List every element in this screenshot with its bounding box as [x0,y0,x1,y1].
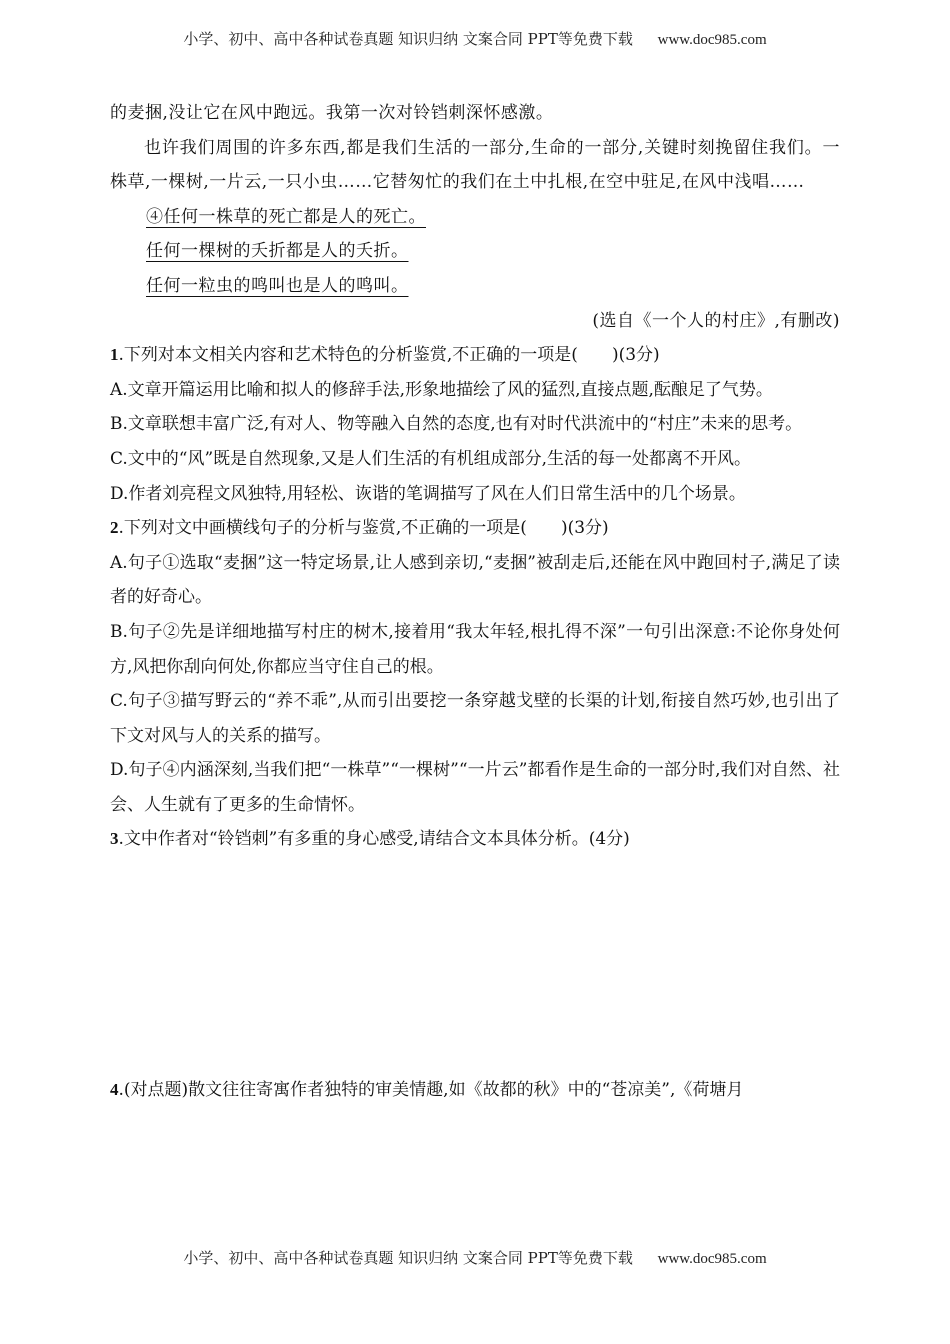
page-footer [0,1247,950,1268]
question-4-text: .(对点题)散文往往寄寓作者独特的审美情趣,如《故都的秋》中的“苍凉美”,《荷塘月 [118,1080,744,1101]
passage-paragraph-0: 的麦捆,没让它在风中跑远。我第一次对铃铛刺深怀感激。 [110,103,554,123]
passage-paragraph-1: 也许我们周围的许多东西,都是我们生活的一部分,生命的一部分,关键时刻挽留住我们。一株草,一棵树,一片云,一只小虫……它替匆忙的我们在土中扎根,在空中驻足,在风中浅唱…… [110,137,840,193]
question-2-option-d: D.句子④内涵深刻,当我们把“一株草”“一棵树”“一片云”都看作是生命的一部分时,我们对自然、社会、人生就有了更多的生命情怀。 [110,760,840,815]
header-text: 小学、初中、高中各种试卷真题 知识归纳 文案合同 PPT等免费下载 [183,30,633,48]
question-1-option-d: D.作者刘亮程文风独特,用轻松、诙谐的笔调描写了风在人们日常生活中的几个场景。 [110,483,746,504]
question-1-text: .下列对本文相关内容和艺术特色的分析鉴赏,不正确的一项是( )(3分) [118,345,660,366]
answer-space[interactable] [110,857,840,1073]
question-1-option-a: A.文章开篇运用比喻和拟人的修辞手法,形象地描绘了风的猛烈,直接点题,酝酿足了气势。 [110,379,773,400]
underlined-sentence-4b: 任何一棵树的夭折都是人的夭折。 [146,241,409,262]
question-1-stem [110,338,840,373]
question-2-stem [110,511,840,546]
question-2-text: .下列对文中画横线句子的分析与鉴赏,不正确的一项是( )(3分) [118,518,609,539]
document-body [110,96,840,1108]
footer-text: 小学、初中、高中各种试卷真题 知识归纳 文案合同 PPT等免费下载 [183,1249,633,1267]
question-1-option-b: B.文章联想丰富广泛,有对人、物等融入自然的态度,也有对时代洪流中的“村庄”未来的思考。 [110,414,803,435]
underlined-sentence-4c: 任何一粒虫的鸣叫也是人的鸣叫。 [146,275,409,296]
question-2-option-c: C.句子③描写野云的“养不乖”,从而引出要挖一条穿越戈壁的长渠的计划,衔接自然巧妙,也引出了下文对风与人的关系的描写。 [110,691,840,746]
question-4-stem [110,1073,840,1108]
question-1-number: 1 [110,345,119,365]
question-2-option-a: A.句子①选取“麦捆”这一特定场景,让人感到亲切,“麦捆”被刮走后,还能在风中跑回村子,满足了读者的好奇心。 [110,552,840,608]
question-3-stem [110,822,840,857]
question-3-text: .文中作者对“铃铛刺”有多重的身心感受,请结合文本具体分析。(4分) [118,829,630,850]
header-site-link[interactable]: www.doc985.com [657,32,767,48]
passage-line-1 [110,200,840,235]
question-4-number: 4 [110,1080,119,1100]
question-1-option-c: C.文中的“风”既是自然现象,又是人们生活的有机组成部分,生活的每一处都离不开风。 [110,448,751,469]
question-3-number: 3 [110,829,119,849]
footer-site-link[interactable]: www.doc985.com [657,1251,767,1267]
page-header [0,28,950,49]
underlined-sentence-4: ④任何一株草的死亡都是人的死亡。 [146,206,426,227]
passage-source: (选自《一个人的村庄》,有删改) [592,310,840,331]
question-2-option-b: B.句子②先是详细地描写村庄的树木,接着用“我太年轻,根扎得不深”一句引出深意:不论你身处何方,风把你刮向何处,你都应当守住自己的根。 [110,621,840,677]
passage-line-2 [110,234,840,269]
question-2-number: 2 [110,518,119,538]
passage-line-3 [110,269,840,304]
